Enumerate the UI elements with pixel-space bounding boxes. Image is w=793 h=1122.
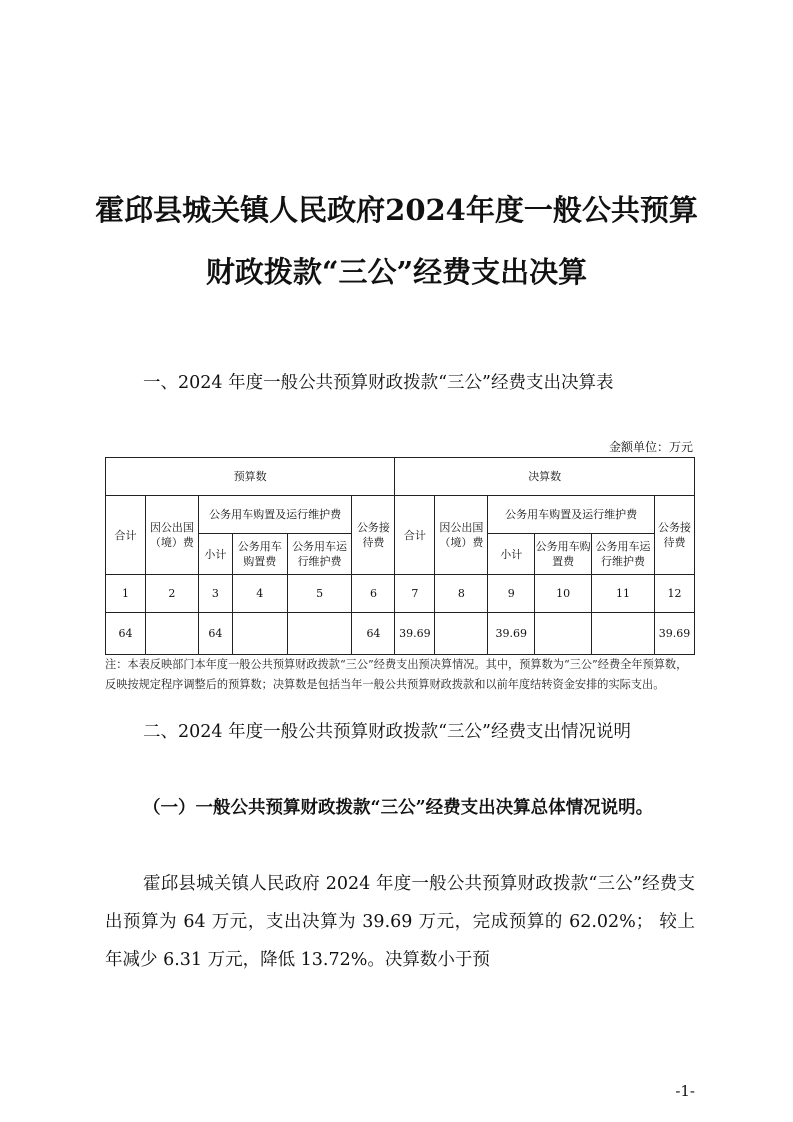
value-cell [592,613,655,655]
header-car-maintenance: 公务用车运行维护费 [592,534,655,575]
value-cell [435,613,488,655]
three-public-expenses-table [105,457,695,655]
value-cell: 64 [352,613,395,655]
section1-heading: 一、2024 年度一般公共预算财政拨款“三公”经费支出决算表 [143,373,614,393]
header-reception: 公务接待费 [654,496,694,575]
value-cell: 64 [106,613,146,655]
value-cell: 64 [198,613,232,655]
value-cell: 39.69 [395,613,435,655]
value-cell: 39.69 [488,613,535,655]
header-car-purchase: 公务用车购置费 [232,534,287,575]
col-num: 7 [395,575,435,613]
header-total: 合计 [106,496,146,575]
column-number-row [106,575,695,613]
col-num: 10 [535,575,592,613]
section2-heading: 二、2024 年度一般公共预算财政拨款“三公”经费支出情况说明 [143,722,631,742]
value-cell [232,613,287,655]
document-title-line1: 霍邱县城关镇人民政府2024年度一般公共预算 [95,193,698,227]
col-num: 11 [592,575,655,613]
value-cell [145,613,198,655]
header-car: 公务用车购置及运行维护费 [488,496,655,534]
value-row [106,613,695,655]
final-group-header: 决算数 [395,458,695,496]
table-note: 注：本表反映部门本年度一般公共预算财政拨款“三公”经费支出预决算情况。其中，预算数为“三公”经费全年预算数，反映按规定程序调整后的预算数；决算数是包括当年一般公共预算财政拨款和以前年度结转资金安排的实际支出。 [105,658,688,691]
header-subtotal: 小计 [198,534,232,575]
header-subtotal: 小计 [488,534,535,575]
col-num: 6 [352,575,395,613]
page-number: -1- [675,1082,695,1100]
value-cell [535,613,592,655]
header-car-maintenance: 公务用车运行维护费 [287,534,352,575]
header-total: 合计 [395,496,435,575]
subsection1-heading: （一）一般公共预算财政拨款“三公”经费支出决算总体情况说明。 [143,798,654,818]
col-num: 2 [145,575,198,613]
col-num: 3 [198,575,232,613]
header-car: 公务用车购置及运行维护费 [198,496,352,534]
unit-label: 金额单位：万元 [608,440,693,454]
col-num: 8 [435,575,488,613]
value-cell: 39.69 [654,613,694,655]
paragraph-1: 霍邱县城关镇人民政府 2024 年度一般公共预算财政拨款“三公”经费支出预算为 64 万元，支出决算为 39.69 万元，完成预算的 62.02%； 较上年减少 6.31 万元，降低 13.72%。决算数小于预 [105,874,695,970]
col-num: 9 [488,575,535,613]
header-abroad: 因公出国（境）费 [145,496,198,575]
col-num: 5 [287,575,352,613]
col-num: 12 [654,575,694,613]
value-cell [287,613,352,655]
document-title-line2: 财政拨款“三公”经费支出决算 [205,255,588,289]
budget-group-header: 预算数 [106,458,395,496]
header-abroad: 因公出国（境）费 [435,496,488,575]
col-num: 1 [106,575,146,613]
header-reception: 公务接待费 [352,496,395,575]
header-car-purchase: 公务用车购置费 [535,534,592,575]
col-num: 4 [232,575,287,613]
